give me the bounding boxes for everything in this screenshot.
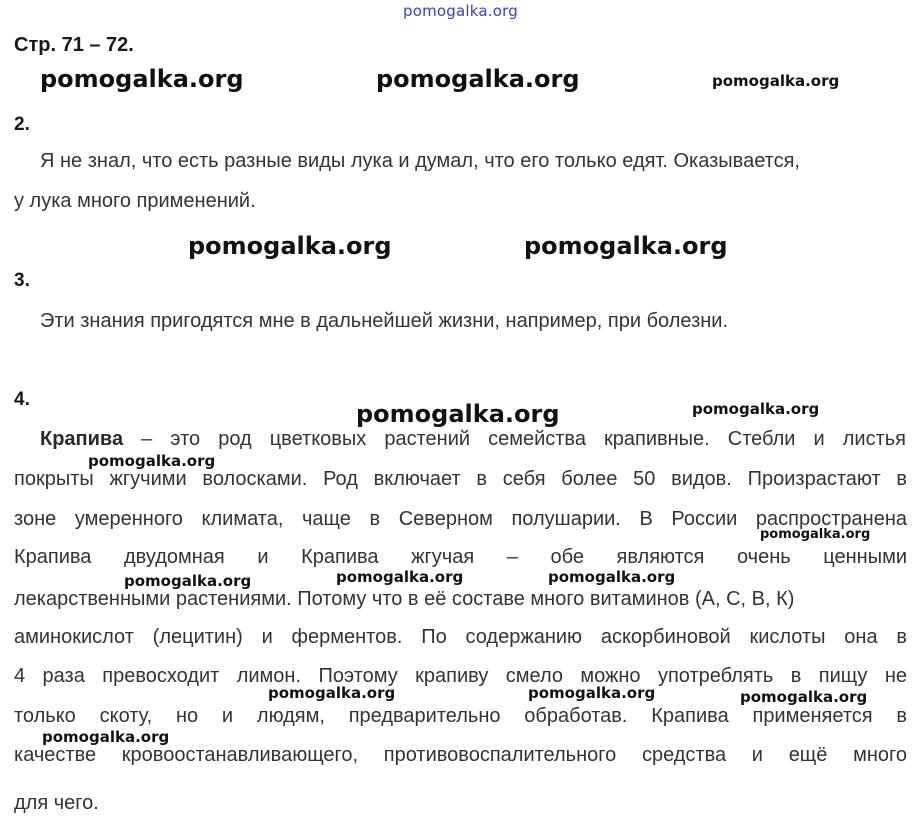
watermark: pomogalka.org xyxy=(40,65,244,93)
watermark: pomogalka.org xyxy=(760,527,871,542)
paragraph-line: качестве кровоостанавливающего, противовоспалительного средства и ещё много xyxy=(14,744,907,766)
watermark: pomogalka.org xyxy=(524,232,728,260)
paragraph-line: Крапива двудомная и Крапива жгучая – обе являются очень ценными xyxy=(14,546,907,568)
paragraph-line: только скоту, но и людям, предварительно обработав. Крапива применяется в xyxy=(14,705,907,727)
term-bold: Крапива xyxy=(40,428,124,450)
paragraph-line: Я не знал, что есть разные виды лука и думал, что его только едят. Оказывается, xyxy=(40,150,800,172)
section-number: 4. xyxy=(14,389,30,410)
watermark: pomogalka.org xyxy=(356,400,560,428)
paragraph-line: у лука много применений. xyxy=(14,190,256,212)
site-watermark: pomogalka.org xyxy=(403,2,518,20)
paragraph-line xyxy=(40,428,906,451)
paragraph-line: для чего. xyxy=(14,792,99,814)
watermark: pomogalka.org xyxy=(692,400,820,418)
watermark: pomogalka.org xyxy=(336,568,464,586)
watermark: pomogalka.org xyxy=(740,688,868,706)
watermark: pomogalka.org xyxy=(124,572,252,590)
watermark: pomogalka.org xyxy=(42,728,170,746)
watermark: pomogalka.org xyxy=(268,684,396,702)
watermark: pomogalka.org xyxy=(88,452,216,470)
paragraph-line: аминокислот (лецитин) и ферментов. По содержанию аскорбиновой кислоты она в xyxy=(14,626,907,648)
watermark: pomogalka.org xyxy=(712,72,840,90)
watermark: pomogalka.org xyxy=(376,65,580,93)
paragraph-line: 4 раза превосходит лимон. Поэтому крапиву смело можно употреблять в пищу не xyxy=(14,665,907,687)
page-header: Стр. 71 – 72. xyxy=(14,34,134,56)
paragraph-line: Эти знания пригодятся мне в дальнейшей жизни, например, при болезни. xyxy=(40,310,729,332)
watermark: pomogalka.org xyxy=(528,684,656,702)
paragraph-line: лекарственными растениями. Потому что в её составе много витаминов (А, С, В, К) xyxy=(14,588,795,610)
watermark: pomogalka.org xyxy=(188,232,392,260)
paragraph-line: покрыты жгучими волосками. Род включает в себя более 50 видов. Произрастают в xyxy=(14,468,907,490)
paragraph-line: зоне умеренного климата, чаще в Северном полушарии. В России распространена xyxy=(14,508,907,530)
section-number: 3. xyxy=(14,270,30,291)
watermark: pomogalka.org xyxy=(548,568,676,586)
paragraph-text: – это род цветковых растений семейства крапивные. Стебли и листья xyxy=(123,428,906,450)
section-number: 2. xyxy=(14,114,30,135)
